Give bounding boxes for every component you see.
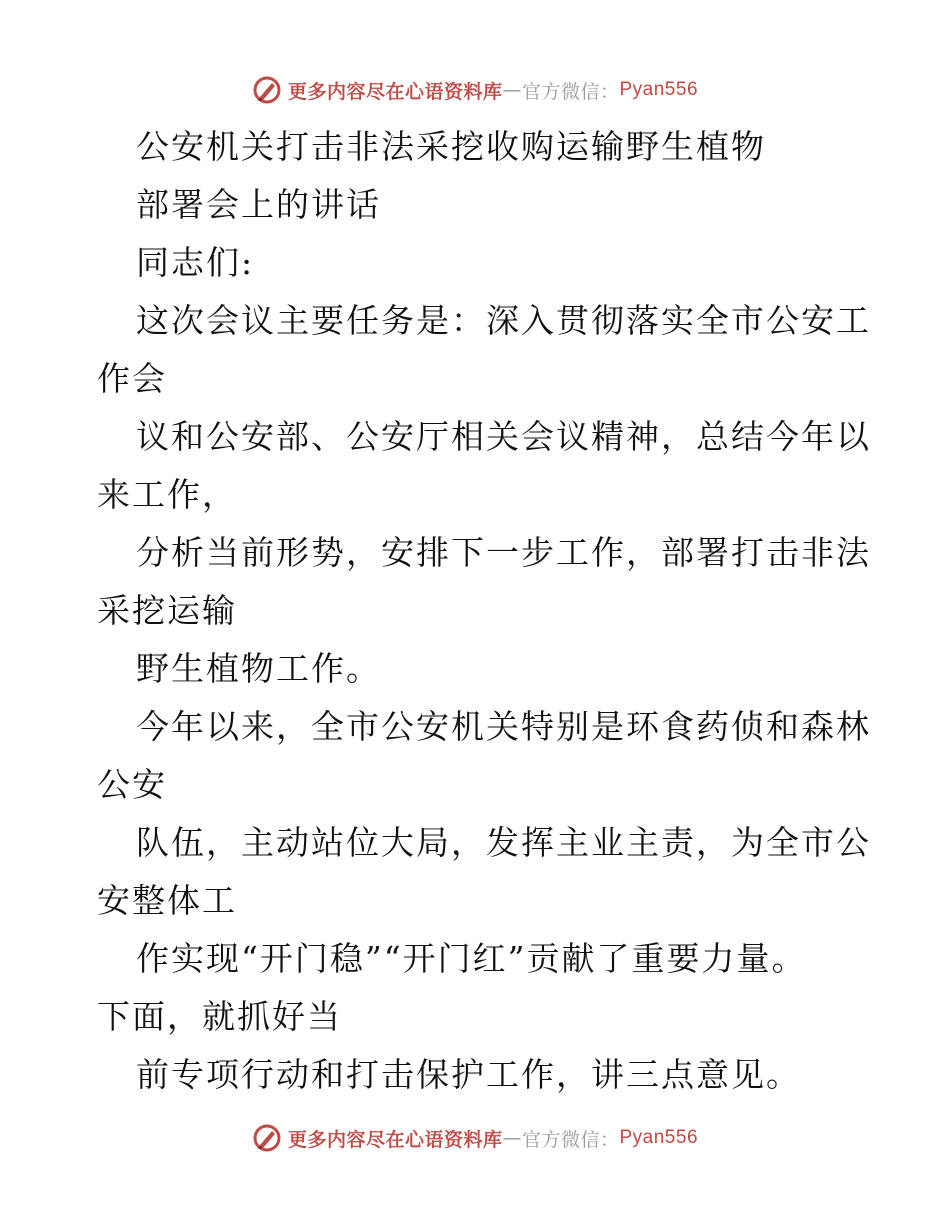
paragraph-line: 安整体工 [97,881,237,920]
paragraph-line: 公安 [97,765,167,804]
pen-circle-icon [252,75,282,105]
paragraph-line: 议和公安部、公安厅相关会议精神，总结今年以 [136,417,871,456]
document-body [97,118,871,1104]
salutation: 同志们: [136,243,255,282]
paragraph-line: 队伍，主动站位大局，发挥主业主责，为全市公 [136,823,871,862]
paragraph-line: 下面，就抓好当 [97,997,342,1036]
wechat-label: 官方微信： [521,80,620,103]
paragraph-line: 野生植物工作。 [136,649,381,688]
wechat-id: Pyan556 [619,79,699,100]
separator-dash: — [502,1127,522,1149]
header-banner [0,70,950,110]
promo-text: 更多内容尽在心语资料库 [287,1128,503,1151]
paragraph-line: 采挖运输 [97,591,237,630]
paragraph-line: 作实现“开门稳”“开门红”贡献了重要力量。 [136,939,807,978]
wechat-id: Pyan556 [619,1127,699,1148]
paragraph-line: 分析当前形势，安排下一步工作，部署打击非法 [136,533,871,572]
paragraph-line: 作会 [97,359,167,398]
doc-title-line-1: 公安机关打击非法采挖收购运输野生植物 [136,127,766,166]
paragraph-line: 来工作， [97,475,237,514]
promo-text: 更多内容尽在心语资料库 [287,80,503,103]
separator-dash: — [502,79,522,101]
doc-title-line-2: 部署会上的讲话 [136,185,381,224]
paragraph-line: 这次会议主要任务是：深入贯彻落实全市公安工 [136,301,871,340]
footer-banner [0,1118,950,1158]
pen-circle-icon [252,1123,282,1153]
paragraph-line: 今年以来，全市公安机关特别是环食药侦和森林 [136,707,871,746]
wechat-label: 官方微信： [521,1128,620,1151]
paragraph-line: 前专项行动和打击保护工作，讲三点意见。 [136,1055,801,1094]
